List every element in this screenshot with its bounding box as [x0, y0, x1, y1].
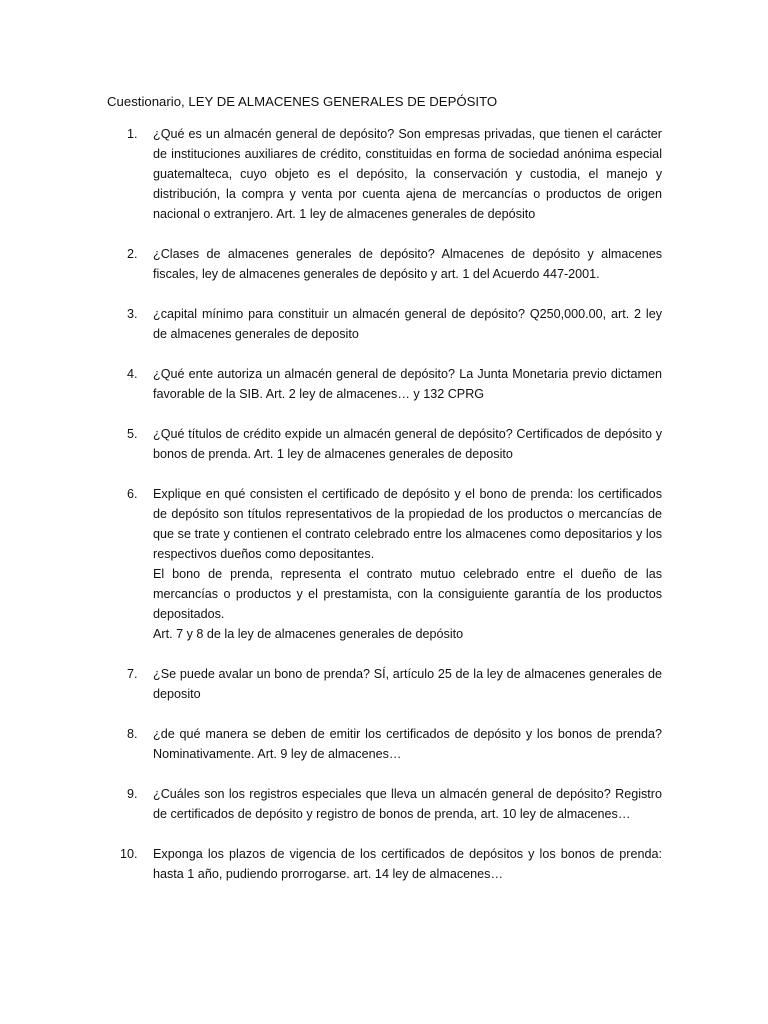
question-text: Exponga los plazos de vigencia de los certificados de depósitos y los bonos de prenda: hasta 1 año, pudiendo prorrogarse. art. 14 ley de almacenes… [153, 847, 662, 881]
question-text: ¿Cuáles son los registros especiales que lleva un almacén general de depósito? Registro de certificados de depósito y registro de bonos de prenda, art. 10 ley de almacenes… [153, 787, 662, 821]
question-number: 7. [127, 667, 138, 681]
question-4 [107, 364, 662, 404]
question-text: ¿Se puede avalar un bono de prenda? SÍ, artículo 25 de la ley de almacenes generales de deposito [153, 667, 662, 701]
question-2 [107, 244, 662, 284]
question-text: El bono de prenda, representa el contrato mutuo celebrado entre el dueño de las mercancías o productos y el prestamista, con la consiguiente garantía de los productos depositados. [153, 567, 662, 621]
question-text: ¿Qué títulos de crédito expide un almacén general de depósito? Certificados de depósito y bonos de prenda. Art. 1 ley de almacenes generales de deposito [153, 427, 662, 461]
question-10 [107, 844, 662, 884]
question-5 [107, 424, 662, 464]
question-8 [107, 724, 662, 764]
question-text: ¿Clases de almacenes generales de depósito? Almacenes de depósito y almacenes fiscales, ley de almacenes generales de depósito y art. 1 del Acuerdo 447-2001. [153, 247, 662, 281]
question-number: 1. [127, 127, 138, 141]
question-text: ¿Qué ente autoriza un almacén general de depósito? La Junta Monetaria previo dictamen favorable de la SIB. Art. 2 ley de almacenes… y 132 CPRG [153, 367, 662, 401]
question-6 [107, 484, 662, 644]
question-number: 5. [127, 427, 138, 441]
question-3 [107, 304, 662, 344]
question-number: 6. [127, 487, 138, 501]
question-number: 8. [127, 727, 138, 741]
question-number: 3. [127, 307, 138, 321]
question-7 [107, 664, 662, 704]
question-1 [107, 124, 662, 224]
question-text: Explique en qué consisten el certificado de depósito y el bono de prenda: los certificados de depósito son títulos representativos de la propiedad de los productos o mercancías de que se trate y contienen el contrato celebrado entre los almacenes como depositarios y los respectivos dueños como depositantes. [153, 487, 662, 561]
question-text: ¿de qué manera se deben de emitir los certificados de depósito y los bonos de prenda? Nominativamente. Art. 9 ley de almacenes… [153, 727, 662, 761]
question-number: 2. [127, 247, 138, 261]
question-list [107, 124, 662, 904]
question-number: 9. [127, 787, 138, 801]
question-number: 10. [120, 847, 138, 861]
question-text: ¿capital mínimo para constituir un almacén general de depósito? Q250,000.00, art. 2 ley de almacenes generales de deposito [153, 307, 662, 341]
question-text: ¿Qué es un almacén general de depósito? Son empresas privadas, que tienen el carácter de instituciones auxiliares de crédito, constituidas en forma de sociedad anónima especial guatemalteca, cuyo objeto es el depósito, la conservación y custodia, el manejo y distribución, la compra y venta por cuenta ajena de mercancías o productos de origen nacional o extranjero. Art. 1 ley de almacenes generales de depósito [153, 127, 662, 221]
question-9 [107, 784, 662, 824]
document-title: Cuestionario, LEY DE ALMACENES GENERALES DE DEPÓSITO [107, 94, 498, 109]
question-citation: Art. 7 y 8 de la ley de almacenes generales de depósito [153, 627, 464, 641]
question-number: 4. [127, 367, 138, 381]
